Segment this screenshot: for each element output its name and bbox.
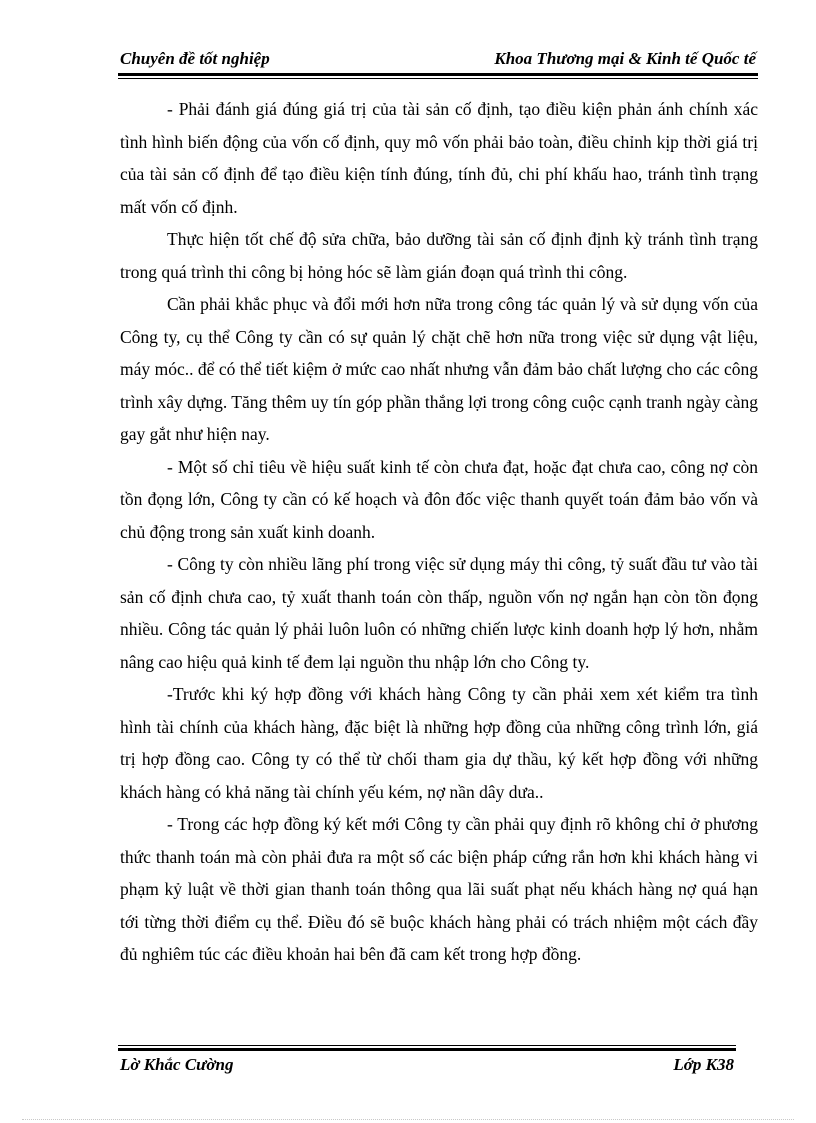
page-footer <box>120 1054 734 1076</box>
document-body <box>120 93 758 971</box>
footer-author: Lờ Khắc Cường <box>120 1055 234 1074</box>
paragraph: - Trong các hợp đồng ký kết mới Công ty cần phải quy định rõ không chỉ ở phương thức thanh toán mà còn phải đưa ra một số các biện pháp cứng rắn hơn khi khách hàng vi phạm kỷ luật về thời gian thanh toán thông qua lãi suất phạt nếu khách hàng nợ quá hạn tới từng thời điểm cụ thể. Điều đó sẽ buộc khách hàng phải có trách nhiệm một cách đầy đủ nghiêm túc các điều khoản hai bên đã cam kết trong hợp đồng. <box>120 814 758 964</box>
header-thesis-label: Chuyên đề tốt nghiệp <box>120 49 270 68</box>
paragraph: - Một số chỉ tiêu về hiệu suất kinh tế còn chưa đạt, hoặc đạt chưa cao, công nợ còn tồn đọng lớn, Công ty cần có kế hoạch và đôn đốc việc thanh quyết toán đảm bảo vốn và chủ động trong sản xuất kinh doanh. <box>120 456 758 542</box>
header-rule <box>118 73 758 79</box>
footer-class: Lớp K38 <box>673 1055 734 1074</box>
paragraph: -Trước khi ký hợp đồng với khách hàng Công ty cần phải xem xét kiểm tra tình hình tài chính của khách hàng, đặc biệt là những hợp đồng của những công trình lớn, giá trị hợp đồng cao. Công ty có thể từ chối tham gia dự thầu, ký kết hợp đồng với những khách hàng có khả năng tài chính yếu kém, nợ nần dây dưa.. <box>120 684 758 802</box>
paragraph: Thực hiện tốt chế độ sửa chữa, bảo dưỡng tài sản cố định định kỳ tránh tình trạng trong quá trình thi công bị hỏng hóc sẽ làm gián đoạn quá trình thi công. <box>120 229 758 282</box>
page-header <box>120 48 756 70</box>
paragraph: Cần phải khắc phục và đổi mới hơn nữa trong công tác quản lý và sử dụng vốn của Công ty, cụ thể Công ty cần có sự quản lý chặt chẽ hơn nữa trong việc sử dụng vật liệu, máy móc.. để có thể tiết kiệm ở mức cao nhất nhưng vẫn đảm bảo chất lượng cho các công trình xây dựng. Tăng thêm uy tín góp phần thắng lợi trong công cuộc cạnh tranh ngày càng gay gắt như hiện nay. <box>120 294 758 444</box>
footer-rule <box>118 1045 736 1051</box>
paragraph: - Công ty còn nhiều lãng phí trong việc sử dụng máy thi công, tỷ suất đầu tư vào tài sản cố định chưa cao, tỷ xuất thanh toán còn thấp, nguồn vốn nợ ngắn hạn còn tồn đọng nhiều. Công tác quản lý phải luôn luôn có những chiến lược kinh doanh hợp lý hơn, nhằm nâng cao hiệu quả kinh tế đem lại nguồn thu nhập lớn cho Công ty. <box>120 554 758 672</box>
page-edge-divider <box>22 1119 794 1120</box>
paragraph: - Phải đánh giá đúng giá trị của tài sản cố định, tạo điều kiện phản ánh chính xác tình hình biến động của vốn cố định, quy mô vốn phải bảo toàn, điều chỉnh kịp thời giá trị của tài sản cố định để tạo điều kiện tính đúng, tính đủ, chi phí khấu hao, tránh tình trạng mất vốn cố định. <box>120 99 758 217</box>
header-faculty-label: Khoa Thương mại & Kinh tế Quốc tế <box>494 49 756 68</box>
